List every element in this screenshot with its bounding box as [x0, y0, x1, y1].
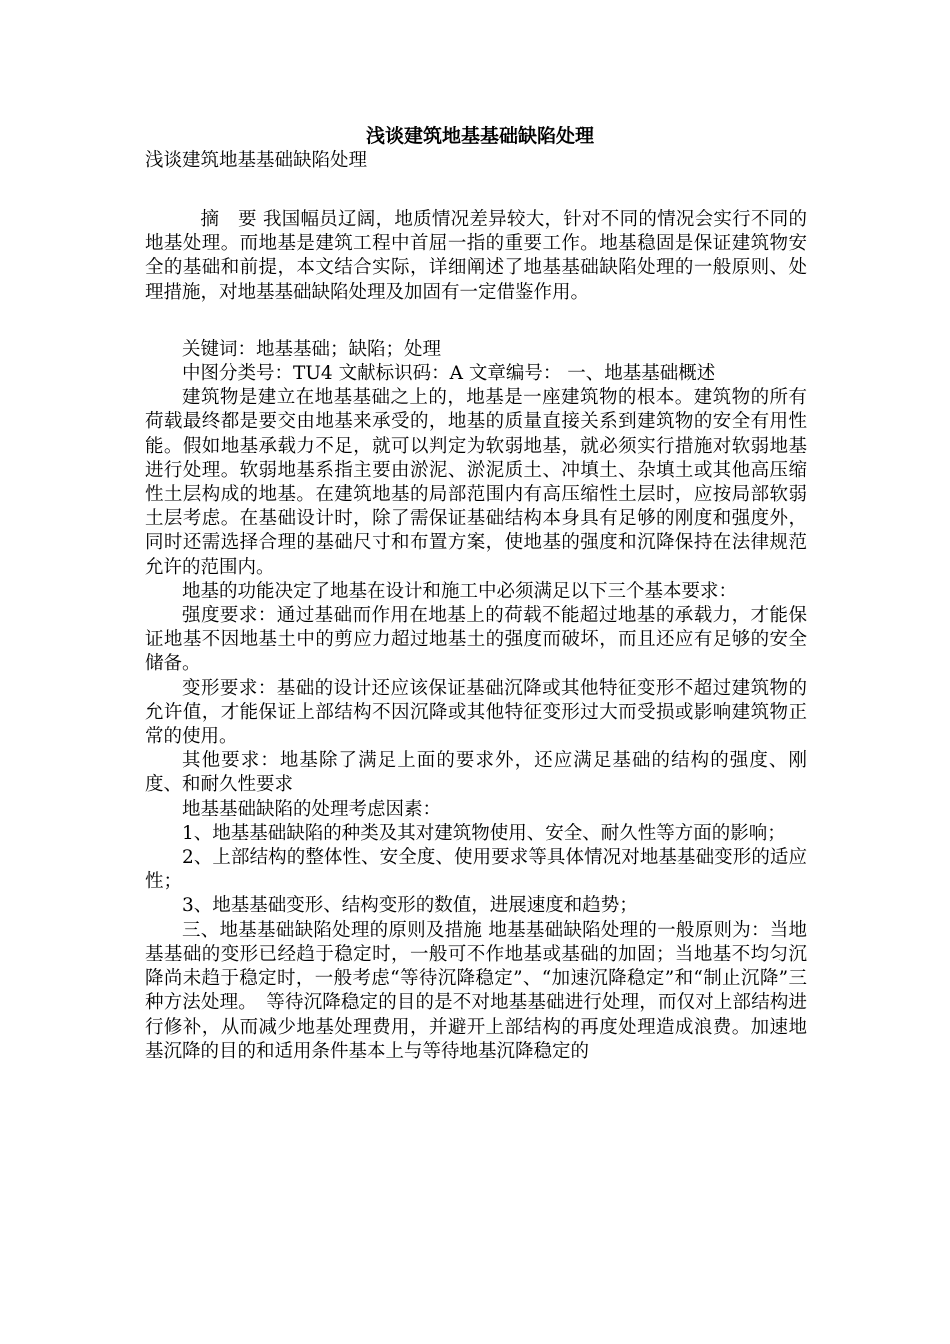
list-item: 2、上部结构的整体性、安全度、使用要求等具体情况对地基基础变形的适应性； [145, 847, 807, 893]
body-paragraph: 三、地基基础缺陷处理的原则及措施 地基基础缺陷处理的一般原则为：当地基基础的变形已经趋于稳定时，一般可不作地基或基础的加固；当地基不均匀沉降尚未趋于稳定时，一般考虑“等待沉降稳定”、“加速沉降稳定”和“制止沉降”三种方法处理。 等待沉降稳定的目的是不对地基基础进行处理，而仅对上部结构进行修补，从而减少地基处理费用，并避开上部结构的再度处理造成浪费。加速地基沉降的目的和适用条件基本上与等待地基沉降稳定的 [145, 919, 807, 1062]
keywords-line: 关键词：地基基础；缺陷；处理 [182, 338, 442, 360]
document-body [145, 124, 807, 1064]
list-item: 1、地基基础缺陷的种类及其对建筑物使用、安全、耐久性等方面的影响； [182, 822, 786, 844]
classification-line: 中图分类号：TU4 文献标识码：A 文章编号： 一、地基基础概述 [182, 363, 716, 385]
document-subtitle: 浅谈建筑地基基础缺陷处理 [145, 150, 368, 171]
body-paragraph: 地基基础缺陷的处理考虑因素： [182, 798, 442, 820]
body-paragraph: 其他要求：地基除了满足上面的要求外，还应满足基础的结构的强度、刚度、和耐久性要求 [145, 750, 807, 796]
body-paragraph: 强度要求：通过基础而作用在地基上的荷载不能超过地基的承载力，才能保证地基不因地基土中的剪应力超过地基土的强度而破坏，而且还应有足够的安全储备。 [145, 605, 807, 675]
document-title: 浅谈建筑地基基础缺陷处理 [365, 125, 594, 147]
body-paragraph: 建筑物是建立在地基基础之上的，地基是一座建筑物的根本。建筑物的所有荷载最终都是要交由地基来承受的，地基的质量直接关系到建筑物的安全有用性能。假如地基承载力不足，就可以判定为软弱地基，就必须实行措施对软弱地基进行处理。软弱地基系指主要由淤泥、淤泥质土、冲填土、杂填土或其他高压缩性土层构成的地基。在建筑地基的局部范围内有高压缩性土层时，应按局部软弱土层考虑。在基础设计时，除了需保证基础结构本身具有足够的刚度和强度外，同时还需选择合理的基础尺寸和布置方案，使地基的强度和沉降保持在法律规范允许的范围内。 [145, 387, 807, 578]
list-item: 3、地基基础变形、结构变形的数值，进展速度和趋势； [182, 895, 638, 917]
abstract-paragraph: 摘 要 我国幅员辽阔，地质情况差异较大，针对不同的情况会实行不同的地基处理。而地基是建筑工程中首屈一指的重要工作。地基稳固是保证建筑物安全的基础和前提，本文结合实际，详细阐述了地基基础缺陷处理的一般原则、处理措施，对地基基础缺陷处理及加固有一定借鉴作用。 [145, 209, 807, 303]
body-paragraph: 地基的功能决定了地基在设计和施工中必须满足以下三个基本要求： [182, 580, 738, 602]
body-paragraph: 变形要求：基础的设计还应该保证基础沉降或其他特征变形不超过建筑物的允许值，才能保证上部结构不因沉降或其他特征变形过大而受损或影响建筑物正常的使用。 [145, 677, 807, 748]
